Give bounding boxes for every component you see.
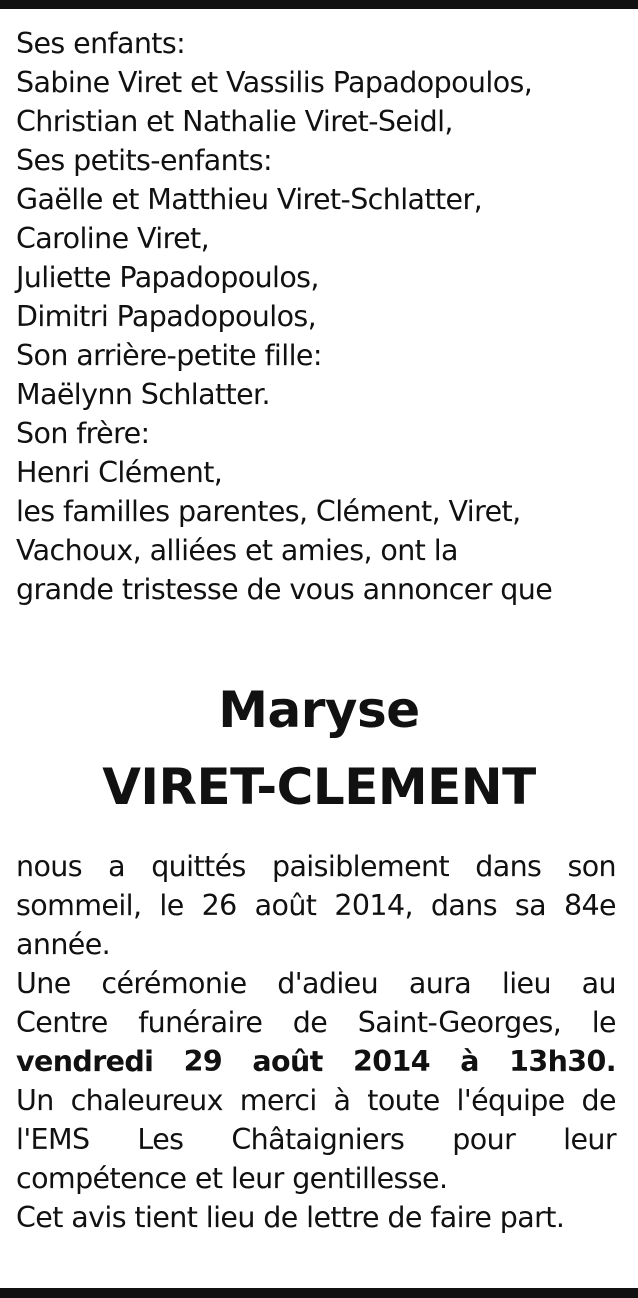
- body-line: Une cérémonie d'adieu aura lieu au: [16, 967, 616, 1000]
- intro-line: les familles parentes, Clément, Viret,: [16, 495, 521, 528]
- deceased-first-name: Maryse: [218, 681, 420, 739]
- intro-line: Sabine Viret et Vassilis Papadopoulos,: [16, 66, 533, 99]
- intro-line: Son frère:: [16, 417, 150, 450]
- intro-line: Ses petits-enfants:: [16, 144, 272, 177]
- intro-line: Henri Clément,: [16, 456, 223, 489]
- body-line: nous a quittés paisiblement dans son: [16, 850, 616, 883]
- body-line: compétence et leur gentillesse.: [16, 1162, 448, 1195]
- body-line: sommeil, le 26 août 2014, dans sa 84e: [16, 889, 616, 922]
- intro-line: Ses enfants:: [16, 27, 186, 60]
- intro-line: grande tristesse de vous annoncer que: [16, 573, 553, 606]
- bottom-border-rule: [0, 1288, 638, 1298]
- family-announcement: [16, 24, 626, 609]
- deceased-last-name: VIRET-CLEMENT: [102, 758, 536, 816]
- top-border-rule: [0, 0, 638, 9]
- closing-note: Cet avis tient lieu de lettre de faire part.: [16, 1201, 565, 1234]
- intro-line: Dimitri Papadopoulos,: [16, 300, 317, 333]
- body-line: Un chaleureux merci à toute l'équipe de: [16, 1084, 616, 1117]
- intro-line: Maëlynn Schlatter.: [16, 378, 271, 411]
- body-line: l'EMS Les Châtaigniers pour leur: [16, 1123, 616, 1156]
- intro-line: Son arrière-petite fille:: [16, 339, 322, 372]
- intro-line: Juliette Papadopoulos,: [16, 261, 319, 294]
- ceremony-details: [16, 847, 616, 1237]
- intro-line: Caroline Viret,: [16, 222, 210, 255]
- ceremony-date: vendredi 29 août 2014 à 13h30.: [16, 1045, 616, 1078]
- body-line: Centre funéraire de Saint-Georges, le: [16, 1006, 616, 1039]
- intro-line: Christian et Nathalie Viret-Seidl,: [16, 105, 453, 138]
- intro-line: Gaëlle et Matthieu Viret-Schlatter,: [16, 183, 483, 216]
- body-line: année.: [16, 928, 111, 961]
- intro-line: Vachoux, alliées et amies, ont la: [16, 534, 458, 567]
